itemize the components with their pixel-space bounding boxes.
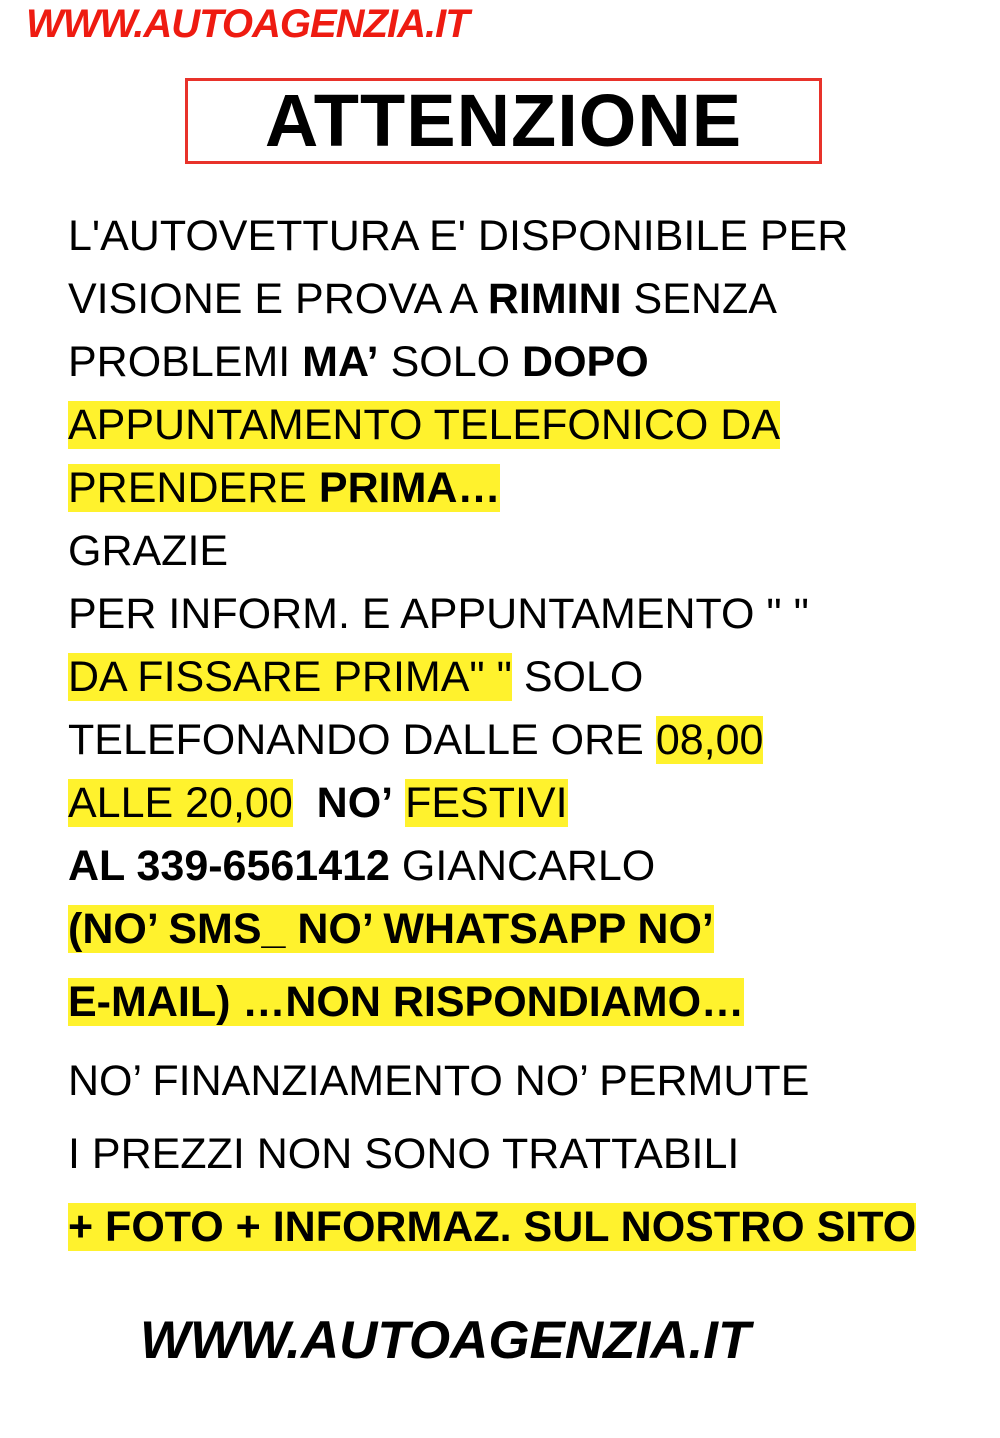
notice-line-10 — [68, 772, 968, 835]
notice-line-2-city: RIMINI — [487, 275, 622, 323]
notice-line-3-part-c: SOLO — [378, 338, 523, 386]
notice-line-2-part-c: SENZA — [621, 275, 777, 323]
contact-name: GIANCARLO — [389, 842, 656, 890]
site-banner-top: WWW.AUTOAGENZIA.IT — [26, 2, 469, 46]
notice-line-2 — [68, 268, 968, 331]
notice-line-5 — [68, 457, 968, 520]
notice-line-13-text: E-MAIL) …NON RISPONDIAMO… — [68, 978, 745, 1026]
site-banner-bottom: WWW.AUTOAGENZIA.IT — [140, 1311, 751, 1370]
notice-line-3-part-a: PROBLEMI — [68, 338, 303, 386]
notice-line-2-part-a: VISIONE E PROVA A — [68, 275, 488, 323]
notice-line-1 — [68, 205, 968, 268]
page-title: ATTENZIONE — [264, 79, 743, 162]
notice-line-5-emph-prima: PRIMA… — [318, 464, 501, 512]
notice-line-11 — [68, 835, 968, 898]
notice-line-10-time-end: ALLE 20,00 — [68, 779, 293, 827]
notice-line-9-time-start: 08,00 — [655, 716, 764, 764]
notice-line-12-text: (NO’ SMS_ NO’ WHATSAPP NO’ — [68, 905, 714, 953]
notice-line-10-festivi: FESTIVI — [405, 779, 568, 827]
notice-line-8-part-c: SOLO — [511, 653, 644, 701]
notice-line-7-text: PER INFORM. E APPUNTAMENTO " " — [68, 590, 809, 638]
notice-line-14-text: NO’ FINANZIAMENTO NO’ PERMUTE — [68, 1057, 810, 1105]
notice-line-9 — [68, 709, 968, 772]
spacer — [68, 1113, 968, 1123]
notice-line-3-emph-ma: MA’ — [302, 338, 379, 386]
notice-line-8-part-b: PRIMA" " — [333, 653, 512, 701]
notice-body — [68, 205, 968, 1259]
notice-line-1-text: L'AUTOVETTURA E' DISPONIBILE PER — [68, 212, 849, 260]
notice-line-3-emph-dopo: DOPO — [522, 338, 649, 386]
notice-line-16 — [68, 1196, 968, 1259]
notice-line-9-part-a: TELEFONANDO DALLE ORE — [68, 716, 656, 764]
spacer — [68, 961, 968, 971]
notice-line-8-part-a: DA FISSARE — [68, 653, 334, 701]
notice-line-7 — [68, 583, 968, 646]
notice-line-8 — [68, 646, 968, 709]
notice-line-6-text: GRAZIE — [68, 527, 229, 575]
notice-line-16-text: + FOTO + INFORMAZ. SUL NOSTRO SITO — [68, 1203, 917, 1251]
notice-line-14 — [68, 1050, 968, 1113]
notice-line-13 — [68, 971, 968, 1034]
notice-line-5-part-a: PRENDERE — [68, 464, 319, 512]
notice-line-12 — [68, 898, 968, 961]
notice-line-10-emph-no: NO’ — [316, 779, 394, 827]
notice-line-6 — [68, 520, 968, 583]
notice-line-3 — [68, 331, 968, 394]
spacer — [68, 1034, 968, 1050]
spacer — [68, 1186, 968, 1196]
phone-number: AL 339-6561412 — [68, 842, 390, 890]
attention-box — [185, 78, 822, 164]
notice-line-4-text: APPUNTAMENTO TELEFONICO DA — [68, 401, 780, 449]
notice-line-15-text: I PREZZI NON SONO TRATTABILI — [68, 1130, 740, 1178]
notice-line-15 — [68, 1123, 968, 1186]
notice-line-4 — [68, 394, 968, 457]
